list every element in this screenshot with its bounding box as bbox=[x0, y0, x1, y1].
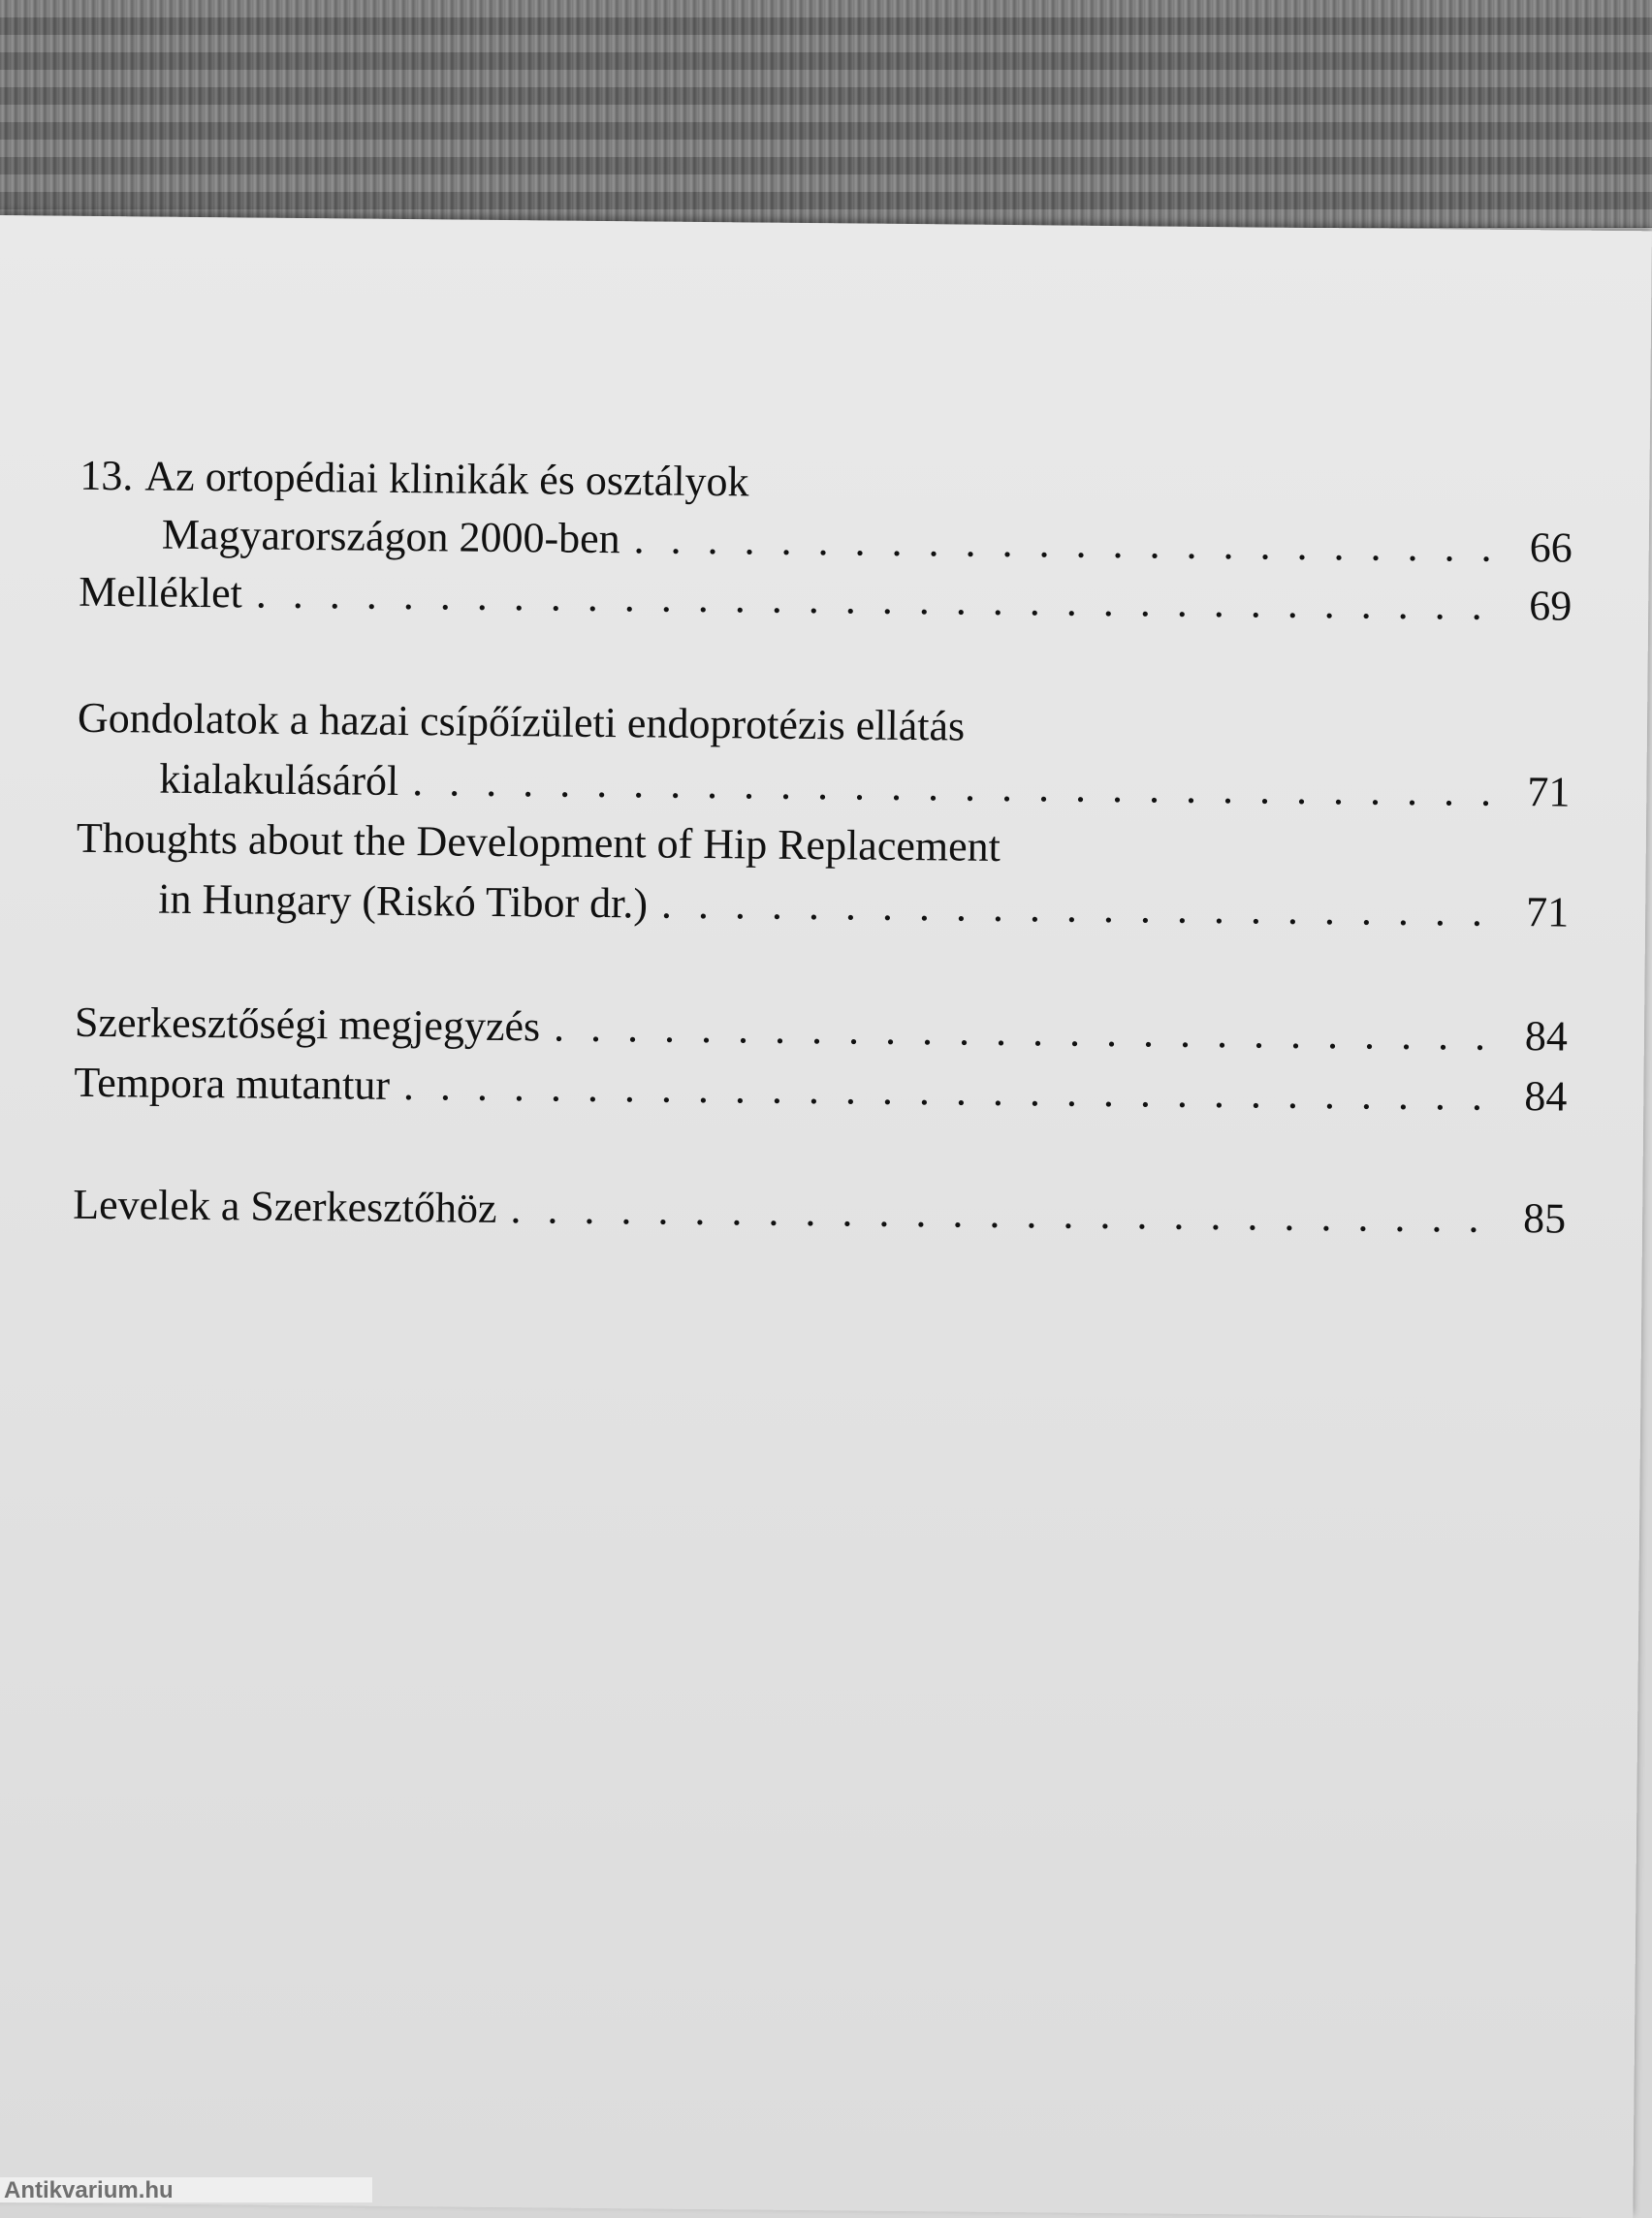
book-page bbox=[0, 215, 1652, 2218]
table-of-contents bbox=[72, 451, 1573, 1243]
background-book-page bbox=[0, 0, 1652, 228]
leader-dots bbox=[661, 879, 1508, 936]
toc-page-number: 84 bbox=[1524, 1072, 1568, 1121]
leader-dots bbox=[633, 514, 1510, 572]
toc-page-number: 84 bbox=[1524, 1012, 1569, 1061]
toc-entry-title: Gondolatok a hazai csípőízületi endoprotézis ellátás bbox=[77, 693, 966, 750]
toc-entry-title: Az ortopédiai klinikák és osztályok bbox=[144, 452, 749, 506]
toc-entry-tempora bbox=[74, 1058, 1568, 1130]
leader-dots bbox=[554, 1002, 1506, 1061]
toc-entry-title: Levelek a Szerkesztőhöz bbox=[72, 1180, 497, 1232]
leader-dots bbox=[403, 1061, 1506, 1121]
leader-dots bbox=[510, 1184, 1504, 1243]
toc-entry-title: Thoughts about the Development of Hip Replacement bbox=[76, 813, 1001, 871]
toc-entry-title: Melléklet bbox=[79, 567, 243, 618]
toc-entry-title-cont: kialakulásáról bbox=[159, 754, 399, 805]
toc-page-number: 85 bbox=[1522, 1194, 1567, 1243]
toc-entry-title: Szerkesztőségi megjegyzés bbox=[74, 998, 541, 1051]
toc-page-number: 71 bbox=[1527, 768, 1571, 816]
toc-page-number: 69 bbox=[1528, 582, 1573, 630]
leader-dots bbox=[412, 756, 1509, 816]
toc-entry-number: 13. bbox=[79, 451, 134, 500]
watermark: Antikvarium.hu bbox=[0, 2177, 372, 2202]
toc-entry-title-cont: in Hungary (Riskó Tibor dr.) bbox=[158, 874, 649, 928]
toc-page-number: 71 bbox=[1525, 888, 1570, 936]
toc-page-number: 66 bbox=[1529, 523, 1573, 572]
toc-entry-thoughts-cont bbox=[76, 873, 1570, 946]
toc-entry-title-cont: Magyarországon 2000-ben bbox=[161, 510, 620, 563]
toc-entry-title: Tempora mutantur bbox=[74, 1058, 391, 1109]
toc-entry-levelek bbox=[73, 1180, 1567, 1252]
